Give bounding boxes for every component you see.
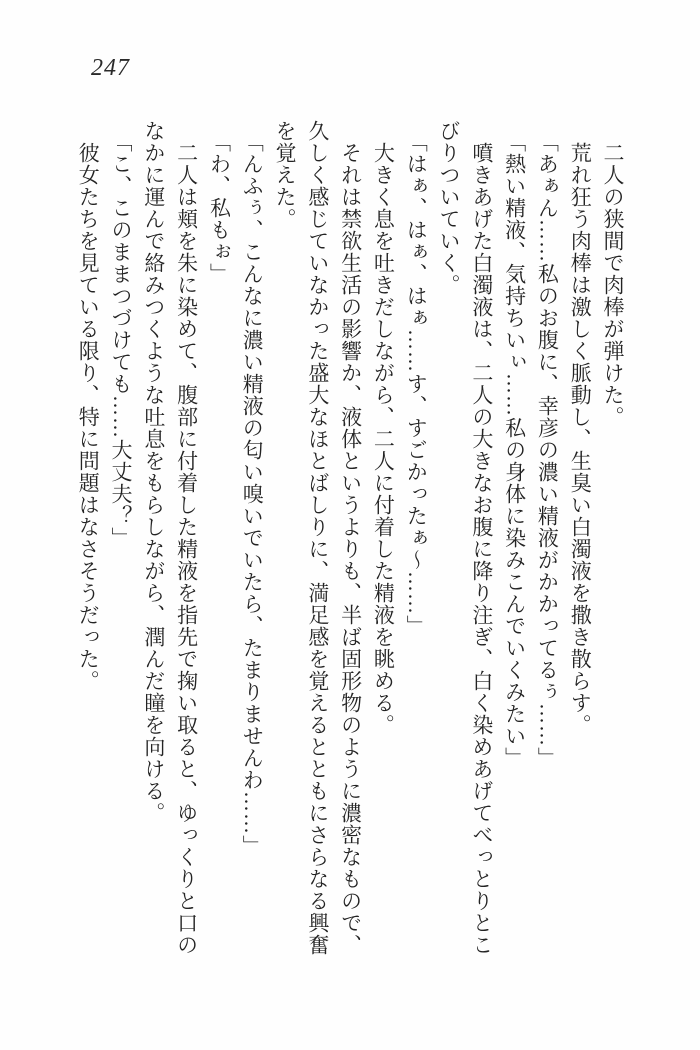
text-line: 彼女たちを見ている限り、特に問題はなさそうだった。 bbox=[76, 142, 101, 692]
text-line: 大きく息を吐きだしながら、二人に付着した精液を眺める。 bbox=[371, 142, 396, 736]
text-line: 「こ、このままつづけても……大丈夫？」 bbox=[109, 131, 134, 549]
text-line: 噴きあげた白濁液は、二人の大きなお腹に降り注ぎ、白く染めあげてべっとりとこ bbox=[469, 142, 494, 956]
text-line: 二人の狭間で肉棒が弾けた。 bbox=[601, 142, 625, 428]
text-line: 「んふぅ、こんなに濃い精液の匂い嗅いでいたら、たまりませんわ……」 bbox=[240, 131, 265, 857]
text-line: 「わ、私もぉ」 bbox=[207, 131, 232, 285]
text-line: 荒れ狂う肉棒は激しく脈動し、生臭い白濁液を撒き散らす。 bbox=[568, 142, 593, 736]
text-line: 「はぁ、はぁ、はぁ……す、すごかったぁ～……」 bbox=[404, 131, 429, 637]
page-number: 247 bbox=[91, 55, 130, 81]
text-line: を覚えた。 bbox=[273, 120, 298, 230]
text-line: 久しく感じていなかった盛大なほとばしりに、満足感を覚えるとともにさらなる興奮 bbox=[305, 120, 330, 956]
vertical-text-block bbox=[71, 120, 629, 978]
text-line: なかに運んで絡みつくような吐息をもらしながら、潤んだ瞳を向ける。 bbox=[141, 120, 166, 824]
text-line: 「あぁん……私のお腹に、幸彦の濃い精液がかかってるぅ……」 bbox=[535, 131, 560, 769]
text-line: 「熱い精液、気持ちいぃ……私の身体に染みこんでいくみたい」 bbox=[502, 131, 527, 769]
text-line: びりついていく。 bbox=[437, 120, 462, 296]
text-line: それは禁欲生活の影響か、液体というよりも、半ば固形物のように濃密なもので、 bbox=[338, 142, 363, 956]
text-line: 二人は頬を朱に染めて、腹部に付着した精液を指先で掬い取ると、ゆっくりと口の bbox=[174, 142, 199, 956]
